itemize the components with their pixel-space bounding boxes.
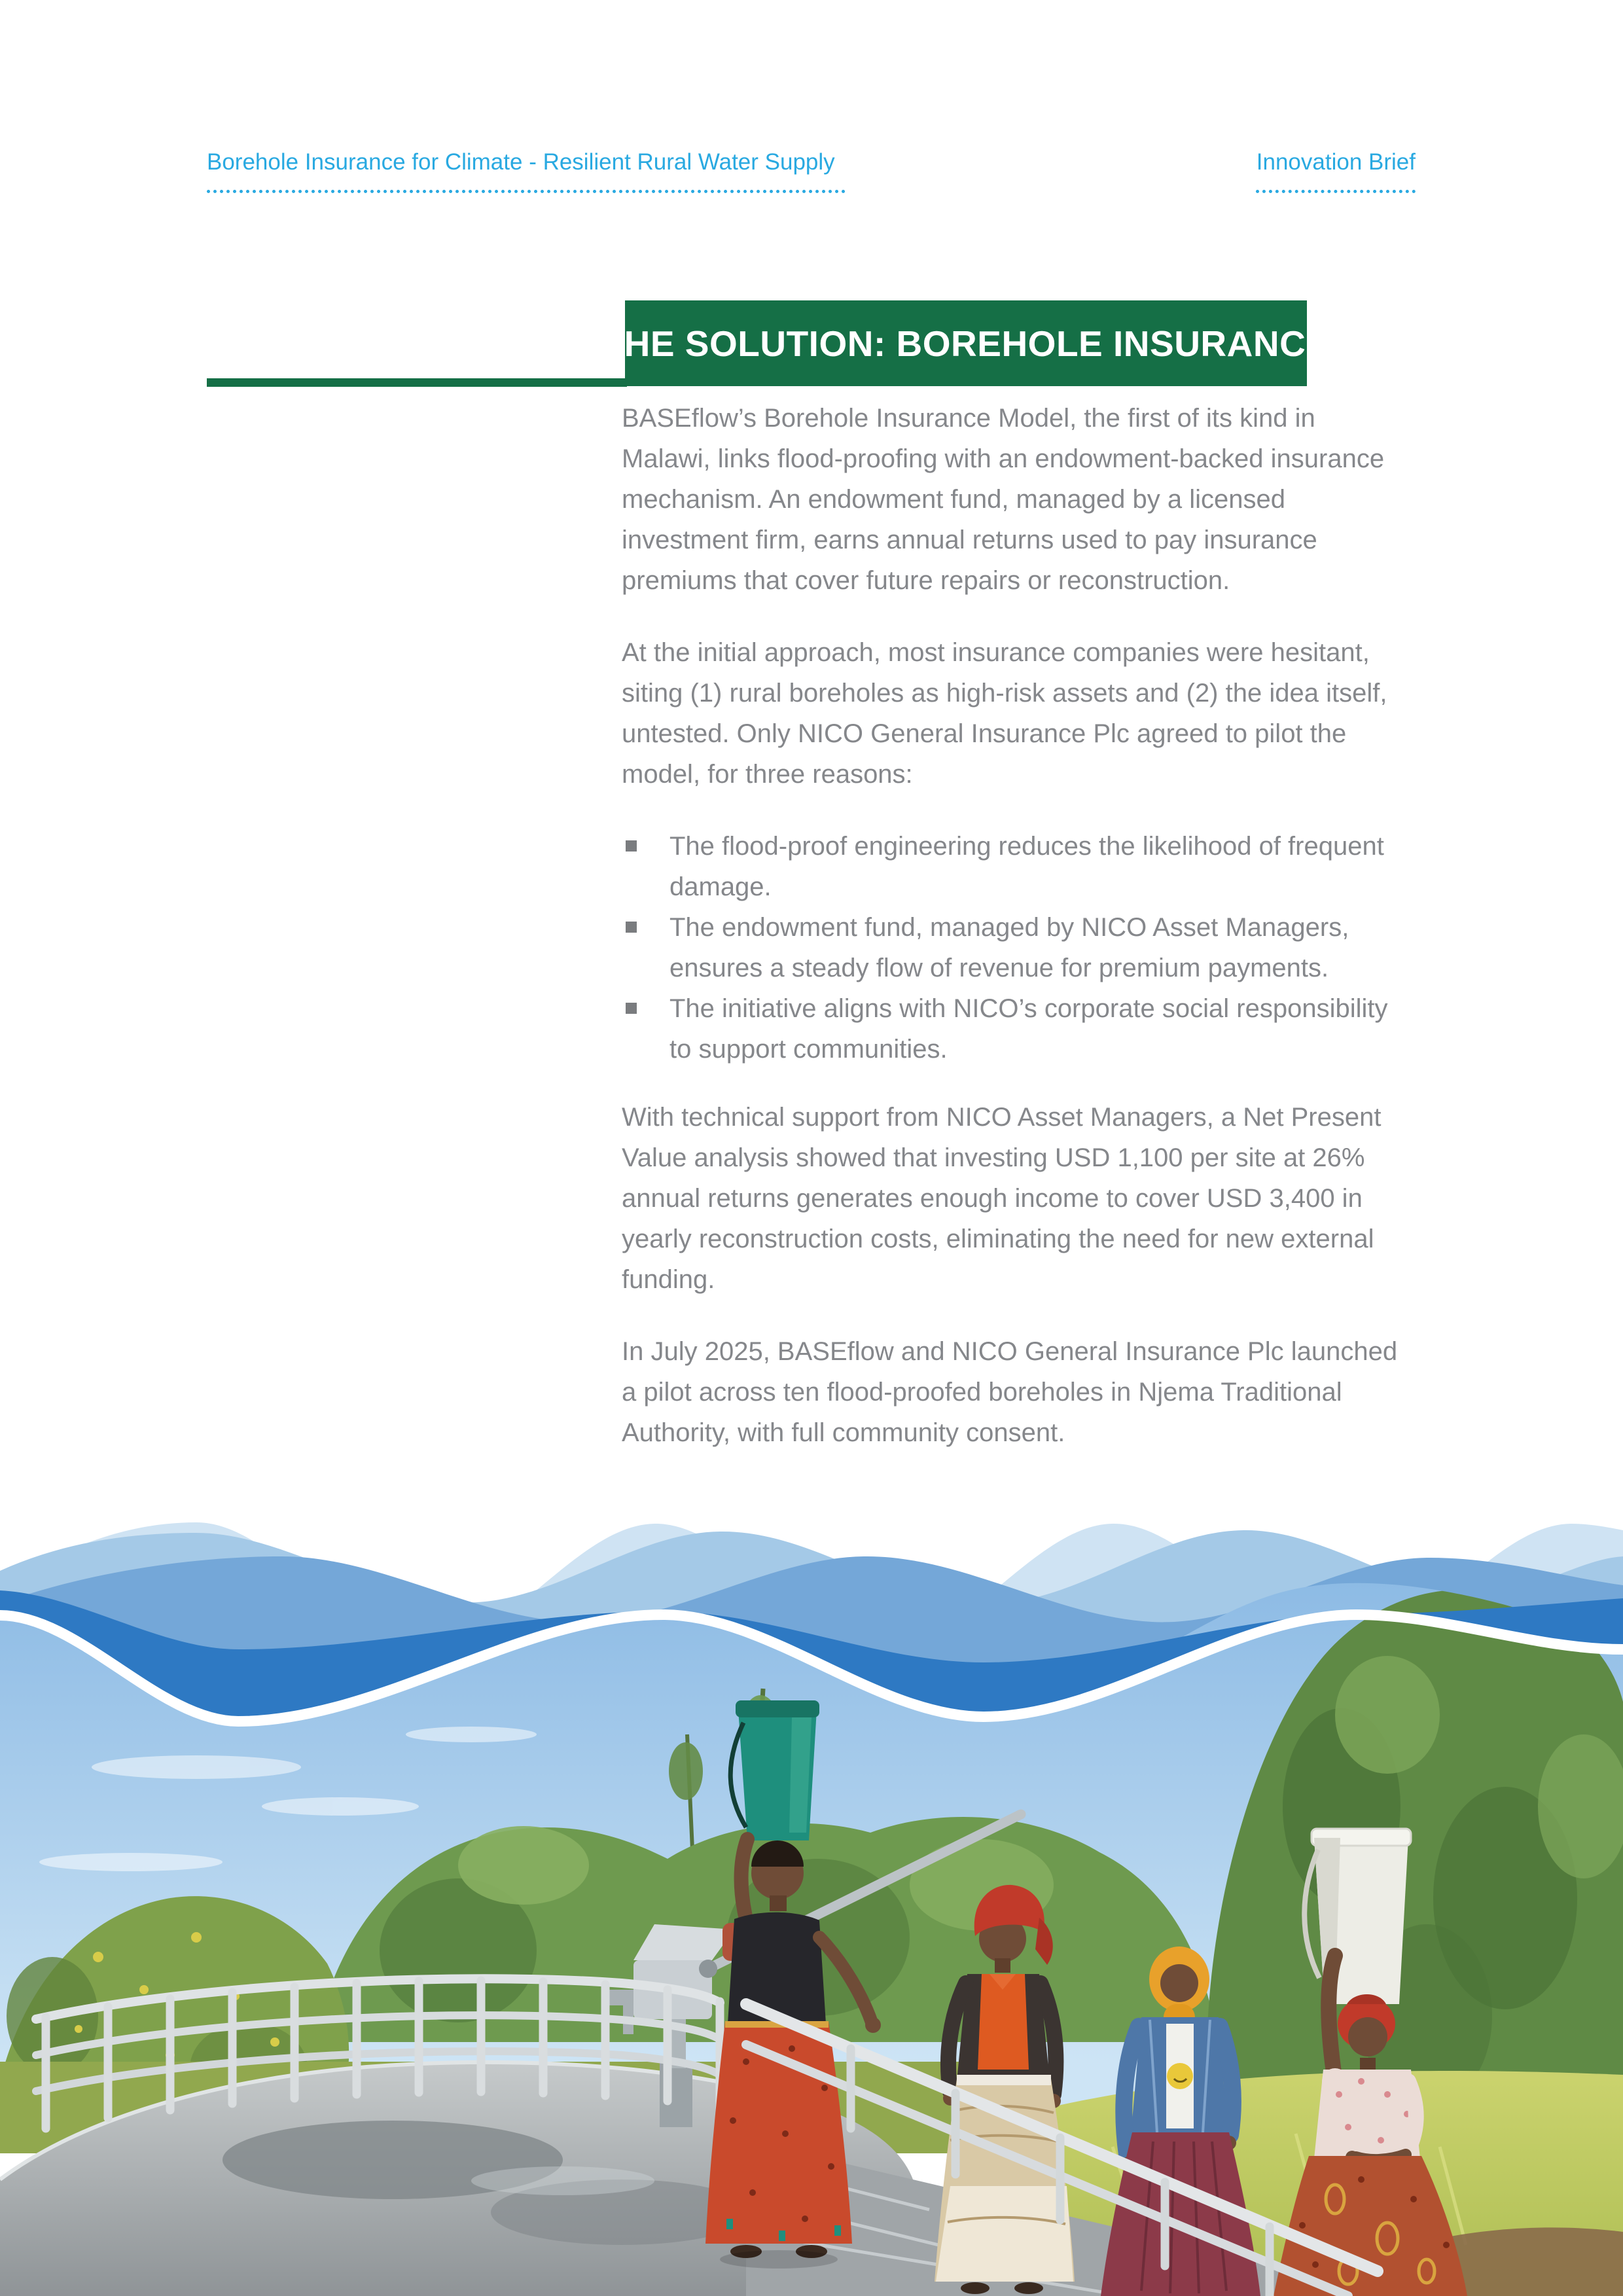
dotted-rule-right (1256, 190, 1416, 193)
body-column (622, 398, 1399, 1484)
list-item (622, 826, 1399, 907)
section-banner (601, 300, 1330, 386)
document-title: Borehole Insurance for Climate - Resilient Rural Water Supply (207, 149, 835, 175)
paragraph: BASEflow’s Borehole Insurance Model, the first of its kind in Malawi, links flood-proofing with an endowment-backed insurance mechanism. An endowment fund, managed by a licensed investment firm, earns annual returns used to pay insurance premiums that cover future repairs or reconstruction. (622, 404, 1385, 595)
header-brief-label: Innovation Brief (1256, 149, 1416, 175)
paragraph: In July 2025, BASEflow and NICO General Insurance Plc launched a pilot across ten flood-proofed boreholes in Njema Traditional Authority, with full community consent. (622, 1337, 1398, 1447)
square-bullet-icon (626, 840, 637, 852)
square-bullet-icon (626, 922, 637, 933)
wave-and-photo-graphic (0, 1492, 1623, 2296)
bullet-list (622, 826, 1399, 1069)
list-item-text: The initiative aligns with NICO’s corporate social responsibility to support communities. (669, 994, 1388, 1064)
section-banner-title: THE SOLUTION: BOREHOLE INSURANCE (601, 323, 1330, 364)
list-item (622, 988, 1399, 1069)
list-item-text: The flood-proof engineering reduces the likelihood of frequent damage. (669, 832, 1384, 901)
list-item (622, 907, 1399, 988)
list-item-text: The endowment fund, managed by NICO Asset Managers, ensures a steady flow of revenue for premium payments. (669, 913, 1349, 982)
square-bullet-icon (626, 1003, 637, 1014)
paragraph: At the initial approach, most insurance companies were hesitant, siting (1) rural boreholes as high-risk assets and (2) the idea itself, untested. Only NICO General Insurance Plc agreed to pilot the model, for three reasons: (622, 638, 1387, 789)
dotted-rule-left (207, 190, 846, 193)
paragraph: With technical support from NICO Asset Managers, a Net Present Value analysis showed that investing USD 1,100 per site at 26% annual returns generates enough income to cover USD 3,400 in yearly reconstruction costs, eliminating the need for new external funding. (622, 1103, 1382, 1294)
banner-leading-rule (207, 378, 627, 387)
